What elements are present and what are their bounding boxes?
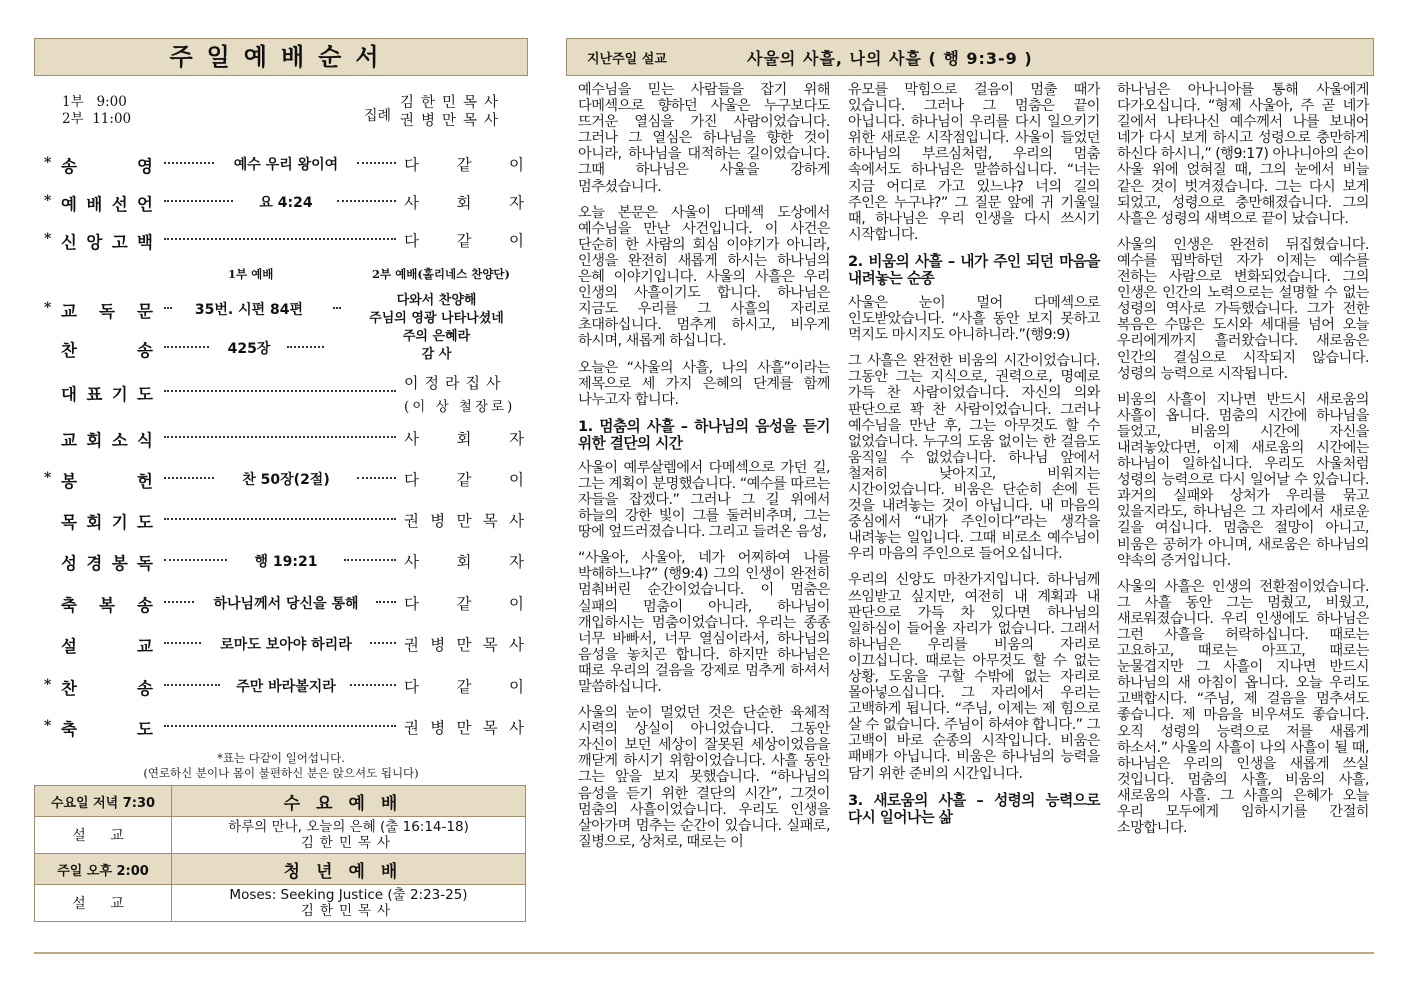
leader-dots xyxy=(164,725,396,727)
sermon-section-heading: 1. 멈춤의 사흘 – 하나님의 음성을 듣기 위한 결단의 시간 xyxy=(578,417,830,452)
sermon-paragraph: “사울아, 사울아, 네가 어찌하여 나를 박해하느냐?” (행9:4) 그의 인생이 완전히 멈춰버린 순간이었습니다. 이 멈춤은 실패의 멈춤이 아니라, 하나님이 개입하시는 멈춤이었습니다. 우리는 종종 너무 바빠서, 너무 열심이라서, 하나님의 음성을 놓치곤 합니다. 하지만 하나님은 때로 우리의 걸음을 강제로 멈추게 하셔서 말씀하십니다. xyxy=(578,550,830,695)
order-item-name: 신 앙 고 백 xyxy=(61,233,153,252)
sermon-label: 지난주일 설교 xyxy=(587,52,667,67)
presider-names xyxy=(400,94,505,130)
leader-dots xyxy=(164,559,227,561)
second-service-time: 2부 11:00 xyxy=(62,111,132,127)
order-row xyxy=(34,468,528,490)
second-service-hymns xyxy=(354,292,519,364)
order-item-name: 예 배 선 언 xyxy=(61,195,153,214)
youth-sermon-label: 설 교 xyxy=(35,885,172,922)
stand-marker: * xyxy=(44,470,52,486)
prayer-leader: 이정라집사 xyxy=(404,374,507,392)
order-item-leader: 다 같 이 xyxy=(404,678,524,696)
order-item-detail: 35번. 시편 84편 xyxy=(194,302,304,318)
weekday-services-table xyxy=(34,785,526,922)
order-row xyxy=(34,716,528,738)
sermon-paragraph: 하나님은 아나니아를 통해 사울에게 다가오십니다. “형제 사울아, 주 곧 네가 길에서 나타나신 예수께서 나를 보내어 네가 다시 보게 하시고 성령으로 충만하게 하신다 하시니,” (행9:17) 아나니아의 손이 사울 위에 얹혀질 때, 그의 눈에서 비늘 같은 것이 벗겨졌습니다. 그는 다시 보게 되었고, 성령으로 충만해졌습니다. 그의 사흘은 성령의 새벽으로 끝이 났습니다. xyxy=(1117,82,1369,227)
leader-dots xyxy=(164,200,233,202)
hymn-line: 주님의 영광 나타나셨네 xyxy=(369,311,504,326)
order-row xyxy=(34,675,528,697)
order-item-detail: 행 19:21 xyxy=(254,554,318,570)
sermon-section-heading: 3. 새로움의 사흘 – 성령의 능력으로 다시 일어나는 삶 xyxy=(848,791,1100,826)
leader-dots xyxy=(164,436,396,438)
stand-marker: * xyxy=(44,193,52,209)
standing-note: *표는 다같이 일어섭니다. xyxy=(217,751,345,765)
wed-sermon-title: 하루의 만나, 오늘의 은혜 (출 16:14-18) xyxy=(228,819,469,835)
order-item-leader: 사 회 자 xyxy=(404,194,524,212)
order-item-detail: 요 4:24 xyxy=(259,195,313,211)
order-item-leader: 사 회 자 xyxy=(404,553,524,571)
order-row xyxy=(34,427,528,449)
order-item-leader: 권 병 만 목 사 xyxy=(404,636,524,654)
stand-marker: * xyxy=(44,155,52,171)
order-item-name: 봉 헌 xyxy=(61,472,153,491)
order-item-leader: 사 회 자 xyxy=(404,430,524,448)
hymn-line: 주의 은혜라 xyxy=(402,329,471,344)
youth-preacher: 김한민목사 xyxy=(300,903,397,919)
stand-marker: * xyxy=(44,677,52,693)
sermon-title: 사울의 사흘, 나의 사흘 ( 행 9:3-9 ) xyxy=(747,49,1033,68)
leader-dots xyxy=(350,684,396,686)
order-row xyxy=(34,592,528,614)
order-item-name: 목 회 기 도 xyxy=(61,513,153,532)
order-item-name: 축 복 송 xyxy=(61,596,153,615)
order-item-name: 축 도 xyxy=(61,720,153,739)
leader-dots xyxy=(287,346,324,348)
leader-dots xyxy=(164,642,201,644)
wed-sermon-label: 설 교 xyxy=(35,817,172,854)
order-item-name: 찬 송 xyxy=(61,679,153,698)
order-item-name: 교 회 소 식 xyxy=(61,431,153,450)
order-item-detail: 로마도 보아야 하리라 xyxy=(220,637,352,653)
stand-marker: * xyxy=(44,718,52,734)
order-item-name: 교 독 문 xyxy=(61,302,153,321)
wed-service-name: 수요예배 xyxy=(172,786,526,817)
sermon-paragraph: 오늘은 “사울의 사흘, 나의 사흘”이라는 제목으로 세 가지 은혜의 단계를 함께 나누고자 합니다. xyxy=(578,359,830,408)
wed-service-time: 수요일 저녁 7:30 xyxy=(35,786,172,817)
order-item-leader: 권 병 만 목 사 xyxy=(404,512,524,530)
leader-dots xyxy=(164,390,396,392)
sermon-paragraph: 유모를 막힘으로 걸음이 멈출 때가 있습니다. 그러나 그 멈춤은 끝이 아닙니다. 하나님이 우리를 다시 일으키기 위한 새로운 시작점입니다. 사울이 들었던 하나님의 부르심처럼, 우리의 멈춤 속에서도 하나님은 말씀하십니다. “너는 지금 어디로 가고 있느냐? 너의 길의 주인은 누구냐?” 그 질문 앞에 귀 기울일 때, 하나님은 우리 인생을 다시 쓰시기 시작합니다. xyxy=(848,82,1100,243)
sermon-paragraph: 사울이 예루살렘에서 다메섹으로 가던 길, 그는 계획이 분명했습니다. “예수를 따르는 자들을 잡겠다.” 그러나 그 길 위에서 하늘의 강한 빛이 그를 둘러비추며, 그는 땅에 엎드러졌습니다. 그리고 들려온 음성, xyxy=(578,459,830,541)
leader-dots xyxy=(164,518,396,520)
sermon-paragraph: 사울은 눈이 멀어 다메섹으로 인도받았습니다. “사흘 동안 보지 못하고 먹지도 마시지도 아니하니라.”(행9:9) xyxy=(848,294,1100,344)
leader-dots xyxy=(344,559,397,561)
sermon-paragraph: 사울의 사흘은 인생의 전환점이었습니다. 그 사흘 동안 그는 멈췄고, 비웠고, 새로워졌습니다. 우리 인생에도 하나님은 그런 사흘을 허락하십니다. 때로는 고요하고, 때로는 아프고, 때로는 눈물겹지만 그 사흘이 지나면 반드시 하나님의 새 아침이 옵니다. 오늘 우리도 고백합시다. “주님, 제 걸음을 멈추셔도 좋습니다. 제 마음을 비우셔도 좋습니다. 오직 성령의 능력으로 저를 새롭게 하소서.” 사울의 사흘이 나의 사흘이 될 때, 하나님은 우리의 인생을 새롭게 쓰실 것입니다. 멈춤의 사흘, 비움의 사흘, 새로움의 사흘. 그 사흘의 은혜가 오늘 우리 모두에게 임하시기를 간절히 소망합니다. xyxy=(1117,578,1369,837)
youth-sermon-cell xyxy=(172,885,526,922)
sermon-column-2 xyxy=(848,82,1100,834)
wed-sermon-cell xyxy=(172,817,526,854)
order-item-name: 찬 송 xyxy=(61,341,153,360)
order-row xyxy=(34,229,528,251)
stand-marker: * xyxy=(44,231,52,247)
presider-1: 김한민목사 xyxy=(400,95,506,111)
service-times xyxy=(62,94,131,128)
hymn-line: 다와서 찬양해 xyxy=(396,293,477,308)
sermon-paragraph: 사울의 인생은 완전히 뒤집혔습니다. 예수를 핍박하던 자가 이제는 예수를 전하는 사람으로 변화되었습니다. 그의 인생은 인간의 노력으로는 설명할 수 없는 성령의 역사로 가득했습니다. 그가 전한 복음은 수많은 도시와 세대를 넘어 오늘 우리에게까지 흘러왔습니다. 새로움은 인간의 결심으로 시작되지 않습니다. 성령의 능력으로 시작됩니다. xyxy=(1117,236,1369,382)
youth-service-time: 주일 오후 2:00 xyxy=(35,854,172,885)
order-item-leader: 다 같 이 xyxy=(404,595,524,613)
bottom-rule xyxy=(34,952,1374,954)
order-row xyxy=(34,633,528,655)
wed-preacher: 김한민목사 xyxy=(300,835,397,851)
sermon-panel xyxy=(566,38,1374,952)
youth-service-name: 청년예배 xyxy=(172,854,526,885)
order-item-name: 송 영 xyxy=(61,157,153,176)
leader-dots xyxy=(164,601,194,603)
second-service-subheading: 2부 예배(홀리네스 찬양단) xyxy=(372,267,510,281)
sermon-paragraph: 사울의 눈이 멀었던 것은 단순한 육체적 시력의 상실이 아니었습니다. 그동안 자신이 보던 세상이 잘못된 세상이었음을 깨닫게 하시기 위함이었습니다. 사흘 동안 그는 앞을 보지 못했습니다. “하나님의 음성을 듣기 위한 결단의 시간”, 그것이 멈춤의 사흘이었습니다. 우리도 인생을 살아가며 멈추는 순간이 있습니다. 실패로, 질병으로, 상처로, 때로는 이 xyxy=(578,705,830,850)
first-service-subheading: 1부 예배 xyxy=(228,267,274,281)
leader-dots xyxy=(164,346,209,348)
order-item-leader: 다 같 이 xyxy=(404,471,524,489)
first-service-time: 1부 9:00 xyxy=(62,94,127,110)
sermon-paragraph: 예수님을 믿는 사람들을 잡기 위해 다메섹으로 향하던 사울은 누구보다도 뜨거운 열심을 가진 사람이었습니다. 그러나 그 열심은 하나님을 향한 것이 아니라, 하나님을 대적하는 길이었습니다. 그때 하나님은 사울을 강하게 멈추셨습니다. xyxy=(578,82,830,195)
sitting-note: (연로하신 분이나 몸이 불편하신 분은 앉으셔도 됩니다) xyxy=(143,766,419,780)
order-item-name: 설 교 xyxy=(61,637,153,656)
order-row xyxy=(34,153,528,175)
order-item-detail: 찬 50장(2절) xyxy=(242,472,330,488)
hymn-line: 감 사 xyxy=(421,347,452,362)
order-item-detail: 예수 우리 왕이여 xyxy=(233,157,339,173)
order-item-detail: 주만 바라볼지라 xyxy=(236,679,336,695)
order-item-name: 대 표 기 도 xyxy=(61,385,153,404)
leader-dots xyxy=(376,601,396,603)
presider-2: 권병만목사 xyxy=(400,113,506,129)
order-item-leader: 다 같 이 xyxy=(404,156,524,174)
leader-dots xyxy=(333,307,341,309)
leader-dots xyxy=(370,642,397,644)
order-item-detail: 하나님께서 당신을 통해 xyxy=(213,596,359,612)
sermon-column-3 xyxy=(1117,82,1369,846)
leader-dots xyxy=(337,200,396,202)
sermon-column-1 xyxy=(578,82,830,860)
order-row xyxy=(34,191,528,213)
sermon-section-heading: 2. 비움의 사흘 – 내가 주인 되던 마음을 내려놓는 순종 xyxy=(848,252,1100,287)
sermon-paragraph: 비움의 사흘이 지나면 반드시 새로움의 사흘이 옵니다. 멈춤의 시간에 하나님을 들었고, 비움의 시간에 자신을 내려놓았다면, 이제 새로움의 시간에는 하나님이 일하십니다. 우리도 사울처럼 성령의 능력으로 다시 일어날 수 있습니다. 과거의 실패와 상처가 우리를 묶고 있을지라도, 하나님은 그 자리에서 새로운 길을 여십니다. 멈춤은 절망이 아니고, 비움은 공허가 아니며, 새로움은 하나님의 약속의 증거입니다. xyxy=(1117,391,1369,569)
sermon-paragraph: 오늘 본문은 사울이 다메섹 도상에서 예수님을 만난 사건입니다. 이 사건은 단순히 한 사람의 회심 이야기가 아니라, 인생을 완전히 새롭게 하시는 하나님의 은혜 이야기입니다. 사울의 사흘은 우리 인생의 사흘이기도 합니다. 하나님은 지금도 우리를 그 사흘의 자리로 초대하십니다. 멈추게 하시고, 비우게 하시며, 새롭게 하십니다. xyxy=(578,204,830,350)
presider-label: 집례 xyxy=(364,108,392,124)
order-item-name: 성 경 봉 독 xyxy=(61,554,153,573)
order-item-leader: 권 병 만 목 사 xyxy=(404,719,524,737)
prayer-leader-alt: (이 상 철장로) xyxy=(404,399,516,415)
leader-dots xyxy=(164,477,214,479)
leader-dots xyxy=(164,238,396,240)
order-row xyxy=(34,509,528,531)
sermon-paragraph: 그 사흘은 완전한 비움의 시간이었습니다. 그동안 그는 지식으로, 권력으로, 명예로 가득 찬 사람이었습니다. 자신의 의와 판단으로 꽉 찬 사람이었습니다. 그러나 예수님을 만난 후, 그는 아무것도 할 수 없었습니다. 누구의 도움 없이는 한 걸음도 움직일 수 없었습니다. 하나님 앞에서 철저히 낮아지고, 비워지는 시간이었습니다. 비움은 단순히 손에 든 것을 내려놓는 것이 아닙니다. 내 마음의 중심에서 “내가 주인이다”라는 생각을 내려놓는 일입니다. 그때 비로소 예수님이 우리 마음의 주인으로 들어오십니다. xyxy=(848,353,1100,563)
leader-dots xyxy=(357,162,397,164)
leader-dots xyxy=(164,162,214,164)
worship-order-panel xyxy=(34,38,528,919)
sermon-header xyxy=(566,38,1374,76)
sermon-paragraph: 우리의 신앙도 마찬가지입니다. 하나님께 쓰임받고 싶지만, 여전히 내 계획과 내 판단으로 가득 차 있다면 하나님의 일하심이 들어올 자리가 없습니다. 그래서 하나님은 우리를 비움의 자리로 이끄십니다. 때로는 아무것도 할 수 없는 상황, 도움을 구할 수밖에 없는 자리로 몰아넣으십니다. 그 자리에서 우리는 고백하게 됩니다. “주님, 이제는 제 힘으로 살 수 없습니다. 주님이 하셔야 합니다.” 그 고백이 바로 순종의 시작입니다. 비움은 패배가 아닙니다. 비움은 하나님의 능력을 담기 위한 준비의 시간입니다. xyxy=(848,572,1100,782)
stand-marker: * xyxy=(44,300,52,316)
worship-order-title: 주일예배순서 xyxy=(34,38,528,76)
leader-dots xyxy=(357,477,397,479)
order-item-leader: 다 같 이 xyxy=(404,232,524,250)
order-item-detail: 425장 xyxy=(227,341,271,357)
youth-sermon-title: Moses: Seeking Justice (출 2:23-25) xyxy=(229,887,468,903)
leader-dots xyxy=(164,684,220,686)
order-row xyxy=(34,550,528,572)
